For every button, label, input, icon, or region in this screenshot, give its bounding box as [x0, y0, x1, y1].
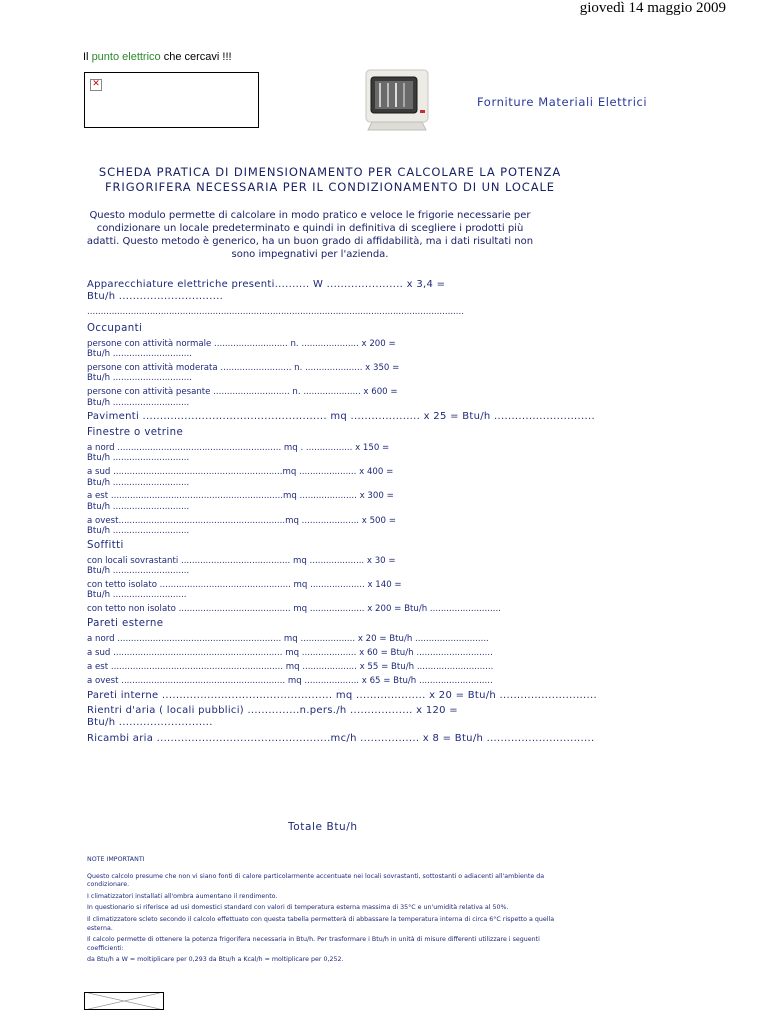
row-soffitti-sovrastanti: con locali sovrastanti ........................................ mq .................... x 30 = Btu/h ............................: [87, 555, 396, 577]
section-pareti-esterne: Pareti esterne: [87, 618, 164, 630]
row-separator: ..........................................................................................................................................: [87, 306, 464, 317]
page-date: giovedì 14 maggio 2009: [579, 0, 726, 16]
row-occupanti-pesante: persone con attività pesante ............................ n. ..................... x 600 = Btu/h ............................: [87, 387, 398, 408]
title-line-2: FRIGORIFERA NECESSARIA PER IL CONDIZIONAMENTO DI UN LOCALE: [105, 180, 555, 194]
total-label: Totale Btu/h: [288, 821, 358, 833]
row-pareti-sud: a sud .............................................................. mq .................... x 60 = Btu/h ............................: [87, 647, 493, 658]
row-apparecchiature: Apparecchiature elettriche presenti.......... W ...................... x 3,4 = Btu/h ..............................: [87, 279, 446, 302]
note-item: Il climatizzatore scleto secondo il calcolo effettuato con questa tabella permetterà di abbassare la temperatura interna di circa 6°C rispetto a quella esterna.: [87, 915, 555, 932]
row-finestre-sud: a sud ..............................................................mq ..................... x 400 = Btu/h ............................: [87, 467, 394, 488]
calculation-form: [87, 279, 597, 748]
notes-heading: NOTE IMPORTANTI: [87, 856, 145, 863]
row-occupanti-normale: persone con attività normale ........................... n. ..................... x 200 = Btu/h .............................: [87, 338, 396, 360]
page-title: [60, 165, 600, 195]
tagline-suffix: che cercavi !!!: [160, 51, 232, 63]
row-finestre-nord: a nord ............................................................ mq . ................. x 150 = Btu/h ............................: [87, 443, 390, 464]
section-finestre: Finestre o vetrine: [87, 427, 184, 439]
broken-image-icon: ✕: [90, 79, 102, 91]
row-ricambi-aria: Ricambi aria ..................................................mc/h ................. x 8 = Btu/h ...............................: [87, 732, 595, 744]
monitor-icon: [362, 68, 434, 134]
note-item: I climatizzatori installati all'ombra aumentano il rendimento.: [87, 892, 278, 900]
tagline: [83, 51, 232, 63]
row-pareti-nord: a nord ............................................................ mq .................... x 20 = Btu/h ...........................: [87, 634, 489, 645]
row-rientri-aria: Rientri d'aria ( locali pubblici) ...............n.pers./h .................. x 120 = Btu/h ...........................: [87, 705, 458, 729]
note-item: da Btu/h a W = moltiplicare per 0,293 da Btu/h a Kcal/h = moltiplicare per 0,252.: [87, 956, 344, 964]
row-pavimenti: Pavimenti ..................................................... mq .................... x 25 = Btu/h .............................: [87, 411, 595, 423]
banner-image-placeholder: [84, 72, 259, 128]
row-occupanti-moderata: persone con attività moderata .......................... n. ..................... x 350 = Btu/h .............................: [87, 363, 400, 384]
note-item: In questionario si riferisce ad usi domestici standard con valori di temperatura esterna massima di 35°C e un'umidità relativa al 50%.: [87, 904, 509, 912]
footer-image-placeholder: [84, 992, 164, 1010]
brand-name: Forniture Materiali Elettrici: [477, 95, 648, 109]
title-line-1: SCHEDA PRATICA DI DIMENSIONAMENTO PER CALCOLARE LA POTENZA: [98, 165, 562, 179]
note-item: Il calcolo permette di ottenere la potenza frigorifera necessaria in Btu/h. Per trasformare i Btu/h in unità di misure differenti utilizzare i seguenti coefficienti:: [87, 936, 540, 952]
intro-text: Questo modulo permette di calcolare in modo pratico e veloce le frigorie necessarie per condizionare un locale predeterminato e quindi in definitiva di scegliere i prodotti più adatti. Questo metodo è generico, ha un buon grado di affidabilità, ma i dati risultati non sono impegnativi per l'azienda.: [86, 210, 534, 260]
row-pareti-interne: Pareti interne ................................................. mq .................... x 20 = Btu/h ............................: [87, 689, 597, 701]
tagline-highlight-link[interactable]: punto elettrico: [91, 51, 161, 63]
important-notes: [87, 856, 567, 968]
row-soffitti-isolato: con tetto isolato ................................................ mq .................... x 140 = Btu/h ...........................: [87, 579, 402, 601]
row-pareti-ovest: a ovest ............................................................ mq .................... x 65 = Btu/h ...........................: [87, 675, 493, 686]
tagline-prefix: Il: [83, 51, 92, 63]
section-occupanti: Occupanti: [87, 322, 143, 334]
row-pareti-est: a est ............................................................... mq .................... x 55 = Btu/h ............................: [87, 661, 494, 672]
row-finestre-est: a est ...............................................................mq ..................... x 300 = Btu/h ............................: [87, 491, 394, 512]
note-item: Questo calcolo presume che non vi siano fonti di calore particolarmente accentuate nei locali sovrastanti, sottostanti o adiacenti all'ambiente da condizionare.: [87, 872, 545, 889]
row-soffitti-non-isolato: con tetto non isolato ......................................... mq .................... x 200 = Btu/h ..........................: [87, 604, 501, 615]
row-finestre-ovest: a ovest.............................................................mq ..................... x 500 = Btu/h ............................: [87, 515, 396, 536]
section-soffitti: Soffitti: [87, 539, 124, 551]
